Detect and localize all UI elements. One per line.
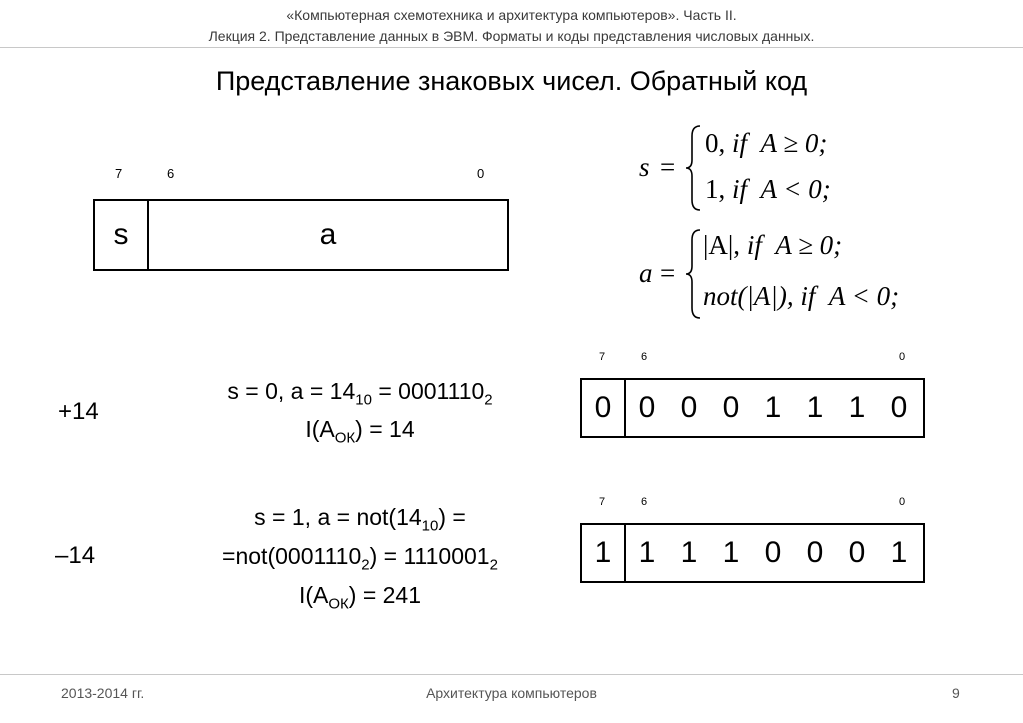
formula-s-case2-cond: A < 0;: [760, 174, 831, 204]
formula-a-case2-cond: A < 0;: [828, 281, 900, 311]
formula-s-case1-cond: A ≥ 0;: [760, 128, 828, 158]
format-box: [93, 199, 509, 271]
formula-a-case1-cond: A ≥ 0;: [775, 230, 843, 260]
formula-a-var: a: [639, 258, 653, 288]
header-course-line: «Компьютерная схемотехника и архитектура компьютеров». Часть II.: [286, 7, 737, 23]
pos-bit-0: 0: [890, 391, 908, 424]
formula-s-case2-val: 1,: [705, 174, 726, 204]
bit-label-7: 7: [115, 166, 123, 181]
formula-s-case1-val: 0,: [705, 128, 726, 158]
pos-bits-box: [580, 378, 925, 438]
neg-bit-label-0: 0: [899, 496, 906, 508]
example-pos-line2-sub: ОК: [334, 429, 356, 447]
example-neg-line2-b: ) = 1110001: [369, 543, 490, 569]
example-pos-line2-b: ) = 14: [355, 416, 415, 442]
example-neg-line2-sub1: 2: [361, 556, 370, 574]
example-pos-line2-a: I(A: [305, 416, 335, 442]
neg-bit-6: 1: [638, 536, 656, 569]
example-neg-line1-b: ) =: [438, 504, 466, 530]
footer-course: Архитектура компьютеров: [426, 685, 597, 701]
formula-a-case2: [703, 281, 899, 312]
neg-bit-label-6: 6: [641, 496, 648, 508]
formula-s-case2-if: if: [732, 174, 748, 204]
example-neg-line3-b: ) = 241: [348, 582, 422, 608]
example-neg-line1-a: s = 1, a = not(14: [254, 504, 422, 530]
pos-bit-3: 1: [764, 391, 782, 424]
formula-s-case1-if: if: [732, 128, 748, 158]
neg-bits-box: [580, 523, 925, 583]
example-pos-line2: [140, 416, 580, 447]
example-neg-line2: [140, 543, 580, 574]
formula-s-case1: [705, 128, 827, 159]
neg-bit-2: 0: [806, 536, 824, 569]
header-lecture-line: Лекция 2. Представление данных в ЭВМ. Форматы и коды представления числовых данных.: [208, 28, 815, 44]
example-pos-line1-sub1: 10: [355, 391, 372, 409]
footer-divider: [0, 674, 1023, 675]
example-neg-line3: [140, 582, 580, 613]
pos-bit-label-6: 6: [641, 351, 648, 363]
example-pos-line1-b: = 0001110: [371, 378, 485, 404]
formula-a-case1: [703, 230, 842, 261]
pos-bit-2: 1: [806, 391, 824, 424]
formula-a-case1-val: |A|,: [703, 230, 741, 260]
pos-bit-5: 0: [680, 391, 698, 424]
formula-s-equals: =: [660, 152, 676, 182]
example-neg-line1-sub: 10: [421, 517, 439, 535]
example-neg-line3-sub: ОК: [328, 595, 349, 613]
example-neg-line1: [140, 504, 580, 535]
neg-bit-label-7: 7: [599, 496, 606, 508]
pos-bit-7: 0: [582, 380, 626, 436]
formula-a-equals: =: [660, 258, 676, 288]
example-pos-label: +14: [58, 398, 99, 425]
formula-a-case2-if: if: [800, 281, 816, 311]
formula-s-case2: [705, 174, 831, 205]
neg-bit-0: 1: [890, 536, 908, 569]
formula-a-case1-if: if: [746, 230, 762, 260]
formula-s-var: s: [639, 152, 650, 182]
neg-bit-4: 1: [722, 536, 740, 569]
example-neg-line2-a: =not(0001110: [222, 543, 362, 569]
neg-bit-3: 0: [764, 536, 782, 569]
neg-bit-5: 1: [680, 536, 698, 569]
footer-years: 2013-2014 гг.: [61, 685, 145, 701]
pos-bit-label-7: 7: [599, 351, 606, 363]
brace-s-icon: [684, 124, 704, 212]
pos-bit-4: 0: [722, 391, 740, 424]
bit-label-0: 0: [477, 166, 485, 181]
sign-field: s: [95, 201, 149, 269]
example-pos-line1-sub2: 2: [484, 391, 493, 409]
example-pos-line1-a: s = 0, a = 14: [227, 378, 356, 404]
formula-a-case2-val: not(|A|),: [703, 281, 794, 311]
neg-bit-1: 0: [848, 536, 866, 569]
bit-label-6: 6: [167, 166, 175, 181]
page-number: 9: [952, 685, 960, 701]
pos-bit-label-0: 0: [899, 351, 906, 363]
magnitude-field: a: [319, 218, 337, 251]
pos-bit-6: 0: [638, 391, 656, 424]
example-neg-line3-a: I(A: [298, 582, 329, 608]
pos-bit-1: 1: [848, 391, 866, 424]
header-divider: [0, 47, 1023, 48]
brace-a-icon: [684, 228, 704, 320]
example-neg-label: –14: [55, 542, 96, 569]
slide-title: Представление знаковых чисел. Обратный код: [215, 66, 808, 96]
example-neg-line2-sub2: 2: [489, 556, 498, 574]
neg-bit-7: 1: [582, 525, 626, 581]
example-pos-line1: [140, 378, 580, 409]
